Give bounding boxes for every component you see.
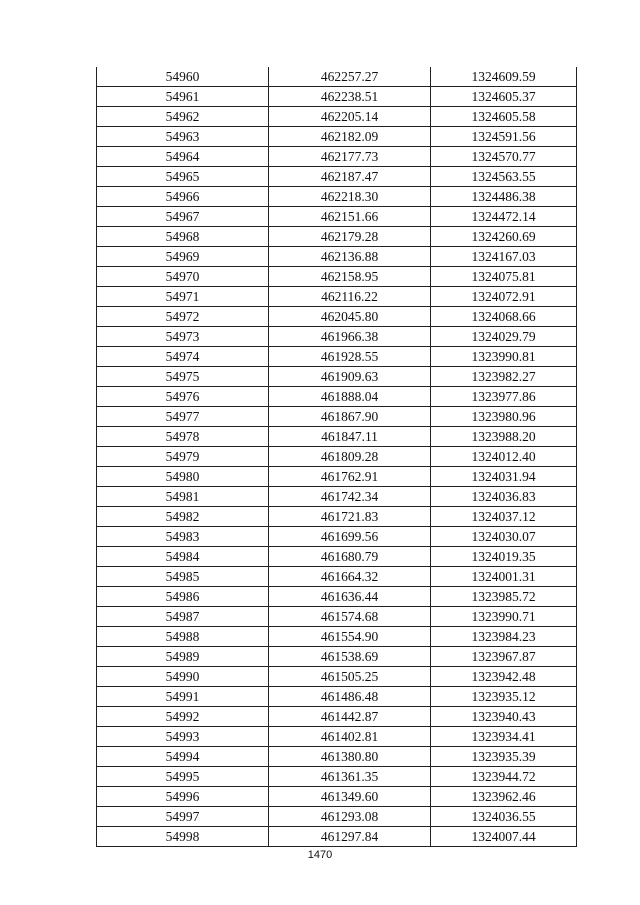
y-coordinate-cell: 1324068.66	[431, 307, 577, 327]
point-id-cell: 54995	[97, 767, 269, 787]
x-coordinate-cell: 461636.44	[269, 587, 431, 607]
table-row	[97, 447, 577, 467]
x-coordinate-cell: 461809.28	[269, 447, 431, 467]
y-coordinate-cell: 1323988.20	[431, 427, 577, 447]
point-id-cell: 54982	[97, 507, 269, 527]
y-coordinate-cell: 1324609.59	[431, 67, 577, 87]
y-coordinate-cell: 1324605.37	[431, 87, 577, 107]
y-coordinate-cell: 1324030.07	[431, 527, 577, 547]
y-coordinate-cell: 1323982.27	[431, 367, 577, 387]
point-id-cell: 54969	[97, 247, 269, 267]
x-coordinate-cell: 462177.73	[269, 147, 431, 167]
x-coordinate-cell: 461928.55	[269, 347, 431, 367]
table-row	[97, 127, 577, 147]
table-row	[97, 767, 577, 787]
point-id-cell: 54985	[97, 567, 269, 587]
table-row	[97, 667, 577, 687]
table-row	[97, 287, 577, 307]
table-row	[97, 527, 577, 547]
point-id-cell: 54991	[97, 687, 269, 707]
point-id-cell: 54963	[97, 127, 269, 147]
table-row	[97, 427, 577, 447]
point-id-cell: 54975	[97, 367, 269, 387]
point-id-cell: 54987	[97, 607, 269, 627]
y-coordinate-cell: 1324037.12	[431, 507, 577, 527]
point-id-cell: 54978	[97, 427, 269, 447]
y-coordinate-cell: 1324167.03	[431, 247, 577, 267]
y-coordinate-cell: 1323944.72	[431, 767, 577, 787]
x-coordinate-cell: 462257.27	[269, 67, 431, 87]
table-row	[97, 647, 577, 667]
point-id-cell: 54989	[97, 647, 269, 667]
x-coordinate-cell: 462218.30	[269, 187, 431, 207]
point-id-cell: 54998	[97, 827, 269, 847]
table-row	[97, 687, 577, 707]
y-coordinate-cell: 1323942.48	[431, 667, 577, 687]
x-coordinate-cell: 461867.90	[269, 407, 431, 427]
table-row	[97, 327, 577, 347]
table-row	[97, 267, 577, 287]
point-id-cell: 54970	[97, 267, 269, 287]
table-row	[97, 387, 577, 407]
point-id-cell: 54993	[97, 727, 269, 747]
point-id-cell: 54965	[97, 167, 269, 187]
y-coordinate-cell: 1324563.55	[431, 167, 577, 187]
x-coordinate-cell: 461297.84	[269, 827, 431, 847]
table-row	[97, 367, 577, 387]
point-id-cell: 54983	[97, 527, 269, 547]
x-coordinate-cell: 461664.32	[269, 567, 431, 587]
y-coordinate-cell: 1323980.96	[431, 407, 577, 427]
x-coordinate-cell: 461380.80	[269, 747, 431, 767]
y-coordinate-cell: 1324260.69	[431, 227, 577, 247]
point-id-cell: 54980	[97, 467, 269, 487]
table-row	[97, 827, 577, 847]
y-coordinate-cell: 1323935.12	[431, 687, 577, 707]
y-coordinate-cell: 1324007.44	[431, 827, 577, 847]
table-row	[97, 107, 577, 127]
table-row	[97, 407, 577, 427]
point-id-cell: 54979	[97, 447, 269, 467]
y-coordinate-cell: 1323977.86	[431, 387, 577, 407]
y-coordinate-cell: 1324029.79	[431, 327, 577, 347]
x-coordinate-cell: 461361.35	[269, 767, 431, 787]
point-id-cell: 54968	[97, 227, 269, 247]
x-coordinate-cell: 461847.11	[269, 427, 431, 447]
table-row	[97, 67, 577, 87]
point-id-cell: 54964	[97, 147, 269, 167]
x-coordinate-cell: 462045.80	[269, 307, 431, 327]
x-coordinate-cell: 461505.25	[269, 667, 431, 687]
x-coordinate-cell: 461966.38	[269, 327, 431, 347]
y-coordinate-cell: 1323967.87	[431, 647, 577, 667]
table-row	[97, 247, 577, 267]
table-row	[97, 207, 577, 227]
y-coordinate-cell: 1324591.56	[431, 127, 577, 147]
y-coordinate-cell: 1324075.81	[431, 267, 577, 287]
y-coordinate-cell: 1323984.23	[431, 627, 577, 647]
table-row	[97, 187, 577, 207]
point-id-cell: 54990	[97, 667, 269, 687]
point-id-cell: 54962	[97, 107, 269, 127]
point-id-cell: 54971	[97, 287, 269, 307]
x-coordinate-cell: 462182.09	[269, 127, 431, 147]
table-row	[97, 747, 577, 767]
table-row	[97, 87, 577, 107]
x-coordinate-cell: 461293.08	[269, 807, 431, 827]
table-row	[97, 347, 577, 367]
x-coordinate-cell: 461486.48	[269, 687, 431, 707]
y-coordinate-cell: 1323990.71	[431, 607, 577, 627]
x-coordinate-cell: 461402.81	[269, 727, 431, 747]
table-row	[97, 307, 577, 327]
y-coordinate-cell: 1324019.35	[431, 547, 577, 567]
point-id-cell: 54994	[97, 747, 269, 767]
x-coordinate-cell: 462205.14	[269, 107, 431, 127]
y-coordinate-cell: 1324012.40	[431, 447, 577, 467]
x-coordinate-cell: 461909.63	[269, 367, 431, 387]
table-row	[97, 547, 577, 567]
x-coordinate-cell: 461680.79	[269, 547, 431, 567]
x-coordinate-cell: 462151.66	[269, 207, 431, 227]
x-coordinate-cell: 461349.60	[269, 787, 431, 807]
table-row	[97, 167, 577, 187]
point-id-cell: 54961	[97, 87, 269, 107]
x-coordinate-cell: 462238.51	[269, 87, 431, 107]
table-row	[97, 707, 577, 727]
coordinate-table-body	[97, 67, 577, 847]
table-row	[97, 727, 577, 747]
x-coordinate-cell: 462136.88	[269, 247, 431, 267]
x-coordinate-cell: 461574.68	[269, 607, 431, 627]
point-id-cell: 54986	[97, 587, 269, 607]
table-row	[97, 627, 577, 647]
x-coordinate-cell: 462187.47	[269, 167, 431, 187]
x-coordinate-cell: 461762.91	[269, 467, 431, 487]
x-coordinate-cell: 461554.90	[269, 627, 431, 647]
y-coordinate-cell: 1324472.14	[431, 207, 577, 227]
y-coordinate-cell: 1324036.83	[431, 487, 577, 507]
table-row	[97, 607, 577, 627]
point-id-cell: 54973	[97, 327, 269, 347]
x-coordinate-cell: 461538.69	[269, 647, 431, 667]
y-coordinate-cell: 1323962.46	[431, 787, 577, 807]
table-row	[97, 467, 577, 487]
table-row	[97, 587, 577, 607]
y-coordinate-cell: 1324001.31	[431, 567, 577, 587]
x-coordinate-cell: 461742.34	[269, 487, 431, 507]
table-row	[97, 147, 577, 167]
y-coordinate-cell: 1324072.91	[431, 287, 577, 307]
x-coordinate-cell: 461888.04	[269, 387, 431, 407]
y-coordinate-cell: 1324570.77	[431, 147, 577, 167]
x-coordinate-cell: 462116.22	[269, 287, 431, 307]
table-row	[97, 807, 577, 827]
y-coordinate-cell: 1324036.55	[431, 807, 577, 827]
y-coordinate-cell: 1323985.72	[431, 587, 577, 607]
table-row	[97, 487, 577, 507]
table-row	[97, 787, 577, 807]
point-id-cell: 54981	[97, 487, 269, 507]
coordinate-table	[96, 67, 577, 847]
point-id-cell: 54988	[97, 627, 269, 647]
x-coordinate-cell: 461442.87	[269, 707, 431, 727]
point-id-cell: 54976	[97, 387, 269, 407]
point-id-cell: 54984	[97, 547, 269, 567]
point-id-cell: 54974	[97, 347, 269, 367]
point-id-cell: 54960	[97, 67, 269, 87]
x-coordinate-cell: 462179.28	[269, 227, 431, 247]
point-id-cell: 54966	[97, 187, 269, 207]
table-row	[97, 507, 577, 527]
point-id-cell: 54967	[97, 207, 269, 227]
point-id-cell: 54972	[97, 307, 269, 327]
y-coordinate-cell: 1323935.39	[431, 747, 577, 767]
x-coordinate-cell: 461699.56	[269, 527, 431, 547]
point-id-cell: 54996	[97, 787, 269, 807]
y-coordinate-cell: 1324605.58	[431, 107, 577, 127]
y-coordinate-cell: 1324486.38	[431, 187, 577, 207]
point-id-cell: 54992	[97, 707, 269, 727]
table-row	[97, 567, 577, 587]
x-coordinate-cell: 462158.95	[269, 267, 431, 287]
y-coordinate-cell: 1323990.81	[431, 347, 577, 367]
page-number: 1470	[307, 849, 333, 861]
x-coordinate-cell: 461721.83	[269, 507, 431, 527]
point-id-cell: 54977	[97, 407, 269, 427]
point-id-cell: 54997	[97, 807, 269, 827]
y-coordinate-cell: 1324031.94	[431, 467, 577, 487]
y-coordinate-cell: 1323934.41	[431, 727, 577, 747]
y-coordinate-cell: 1323940.43	[431, 707, 577, 727]
table-row	[97, 227, 577, 247]
